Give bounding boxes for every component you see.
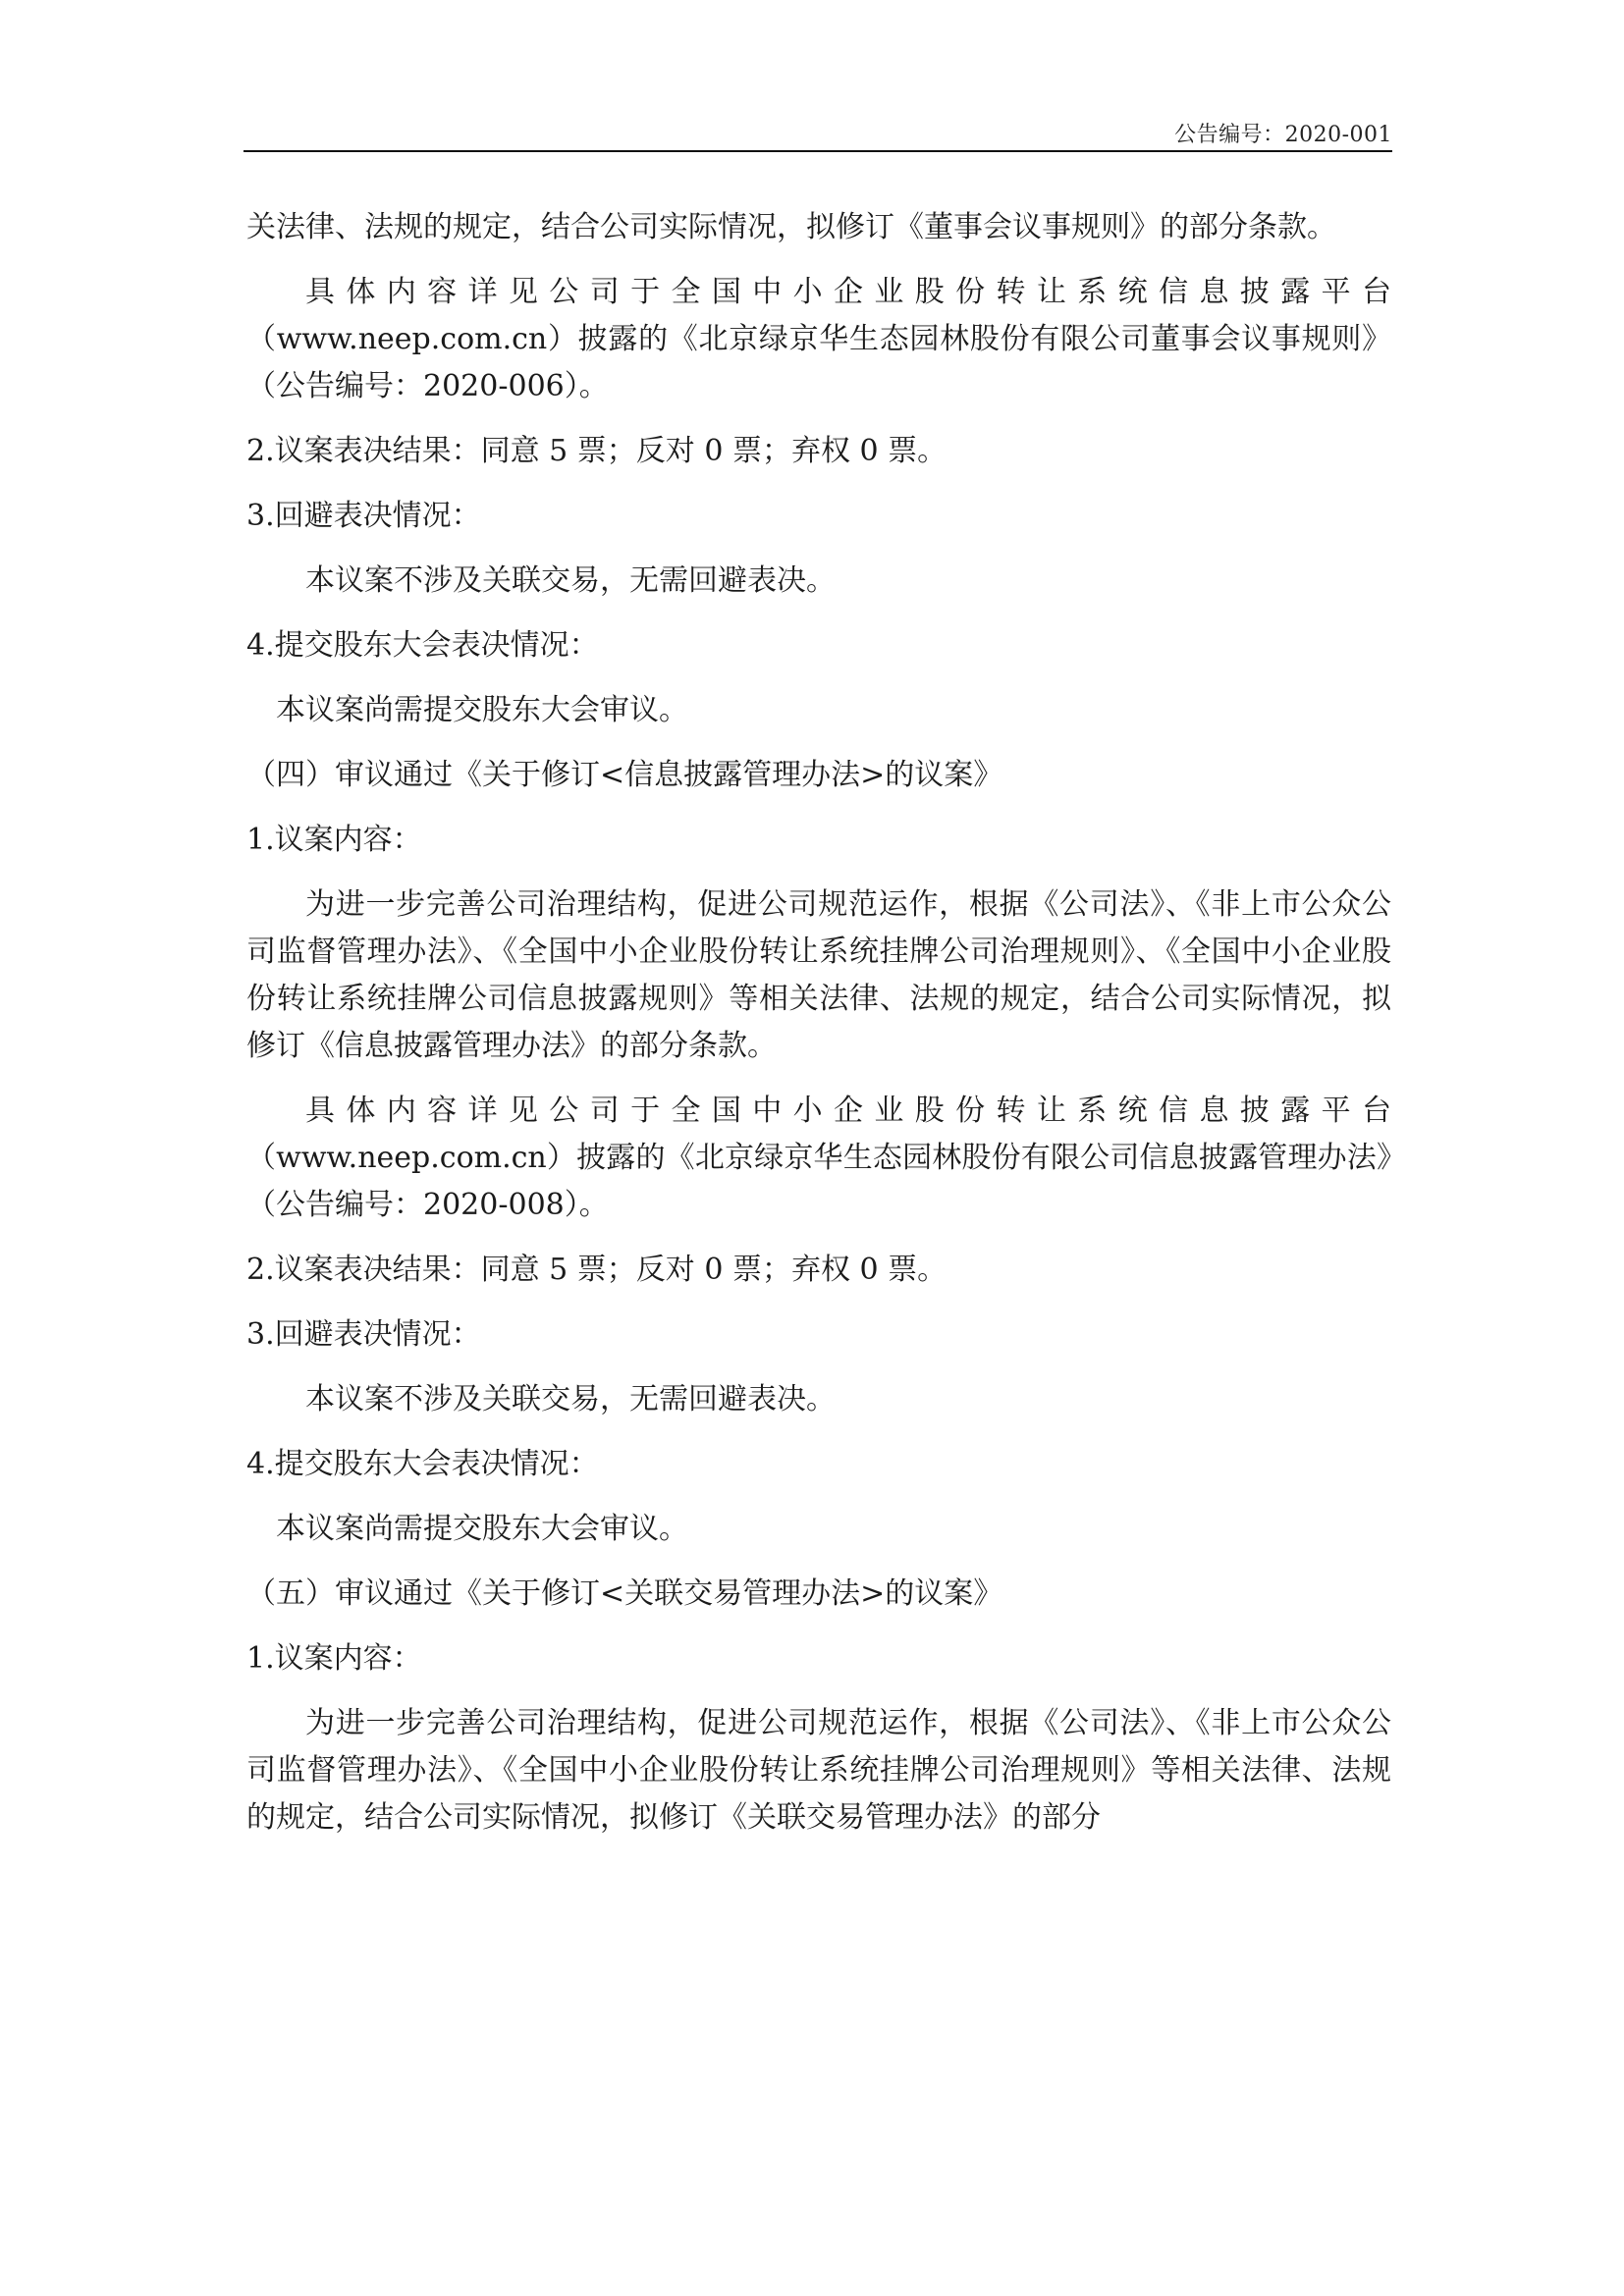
paragraph: 1.议案内容： [246,823,422,857]
paragraph: 关法律、法规的规定，结合公司实际情况，拟修订《董事会议事规则》的部分条款。 [246,210,1336,244]
paragraph: 2.议案表决结果：同意 5 票；反对 0 票；弃权 0 票。 [246,434,947,468]
paragraph: （四）审议通过《关于修订<信息披露管理办法>的议案》 [246,758,1003,792]
paragraph: 4.提交股东大会表决情况： [246,1447,599,1481]
paragraph: 3.回避表决情况： [246,499,481,533]
document-body [246,204,1391,1842]
paragraph: 本议案不涉及关联交易，无需回避表决。 [305,1382,836,1416]
paragraph: 具体内容详见公司于全国中小企业股份转让系统信息披露平台（www.neep.com.cn）披露的《北京绿京华生态园林股份有限公司董事会议事规则》（公告编号：2020-006）。 [246,275,1391,403]
paragraph: 本议案不涉及关联交易，无需回避表决。 [305,563,836,598]
announcement-number: 公告编号：2020-001 [1174,123,1392,147]
paragraph: 具体内容详见公司于全国中小企业股份转让系统信息披露平台（www.neep.com.cn）披露的《北京绿京华生态园林股份有限公司信息披露管理办法》（公告编号：2020-008）。 [246,1094,1391,1222]
paragraph: 本议案尚需提交股东大会审议。 [276,693,688,727]
paragraph: （五）审议通过《关于修订<关联交易管理办法>的议案》 [246,1576,1003,1611]
header-rule [244,150,1392,152]
paragraph: 为进一步完善公司治理结构，促进公司规范运作，根据《公司法》、《非上市公众公司监督管理办法》、《全国中小企业股份转让系统挂牌公司治理规则》等相关法律、法规的规定，结合公司实际情况，拟修订《关联交易管理办法》的部分 [246,1706,1391,1835]
paragraph: 1.议案内容： [246,1641,422,1676]
paragraph: 4.提交股东大会表决情况： [246,628,599,663]
paragraph: 为进一步完善公司治理结构，促进公司规范运作，根据《公司法》、《非上市公众公司监督管理办法》、《全国中小企业股份转让系统挂牌公司治理规则》、《全国中小企业股份转让系统挂牌公司信息披露规则》等相关法律、法规的规定，结合公司实际情况，拟修订《信息披露管理办法》的部分条款。 [246,887,1391,1063]
paragraph: 2.议案表决结果：同意 5 票；反对 0 票；弃权 0 票。 [246,1253,947,1287]
paragraph: 3.回避表决情况： [246,1317,481,1352]
paragraph: 本议案尚需提交股东大会审议。 [276,1512,688,1546]
